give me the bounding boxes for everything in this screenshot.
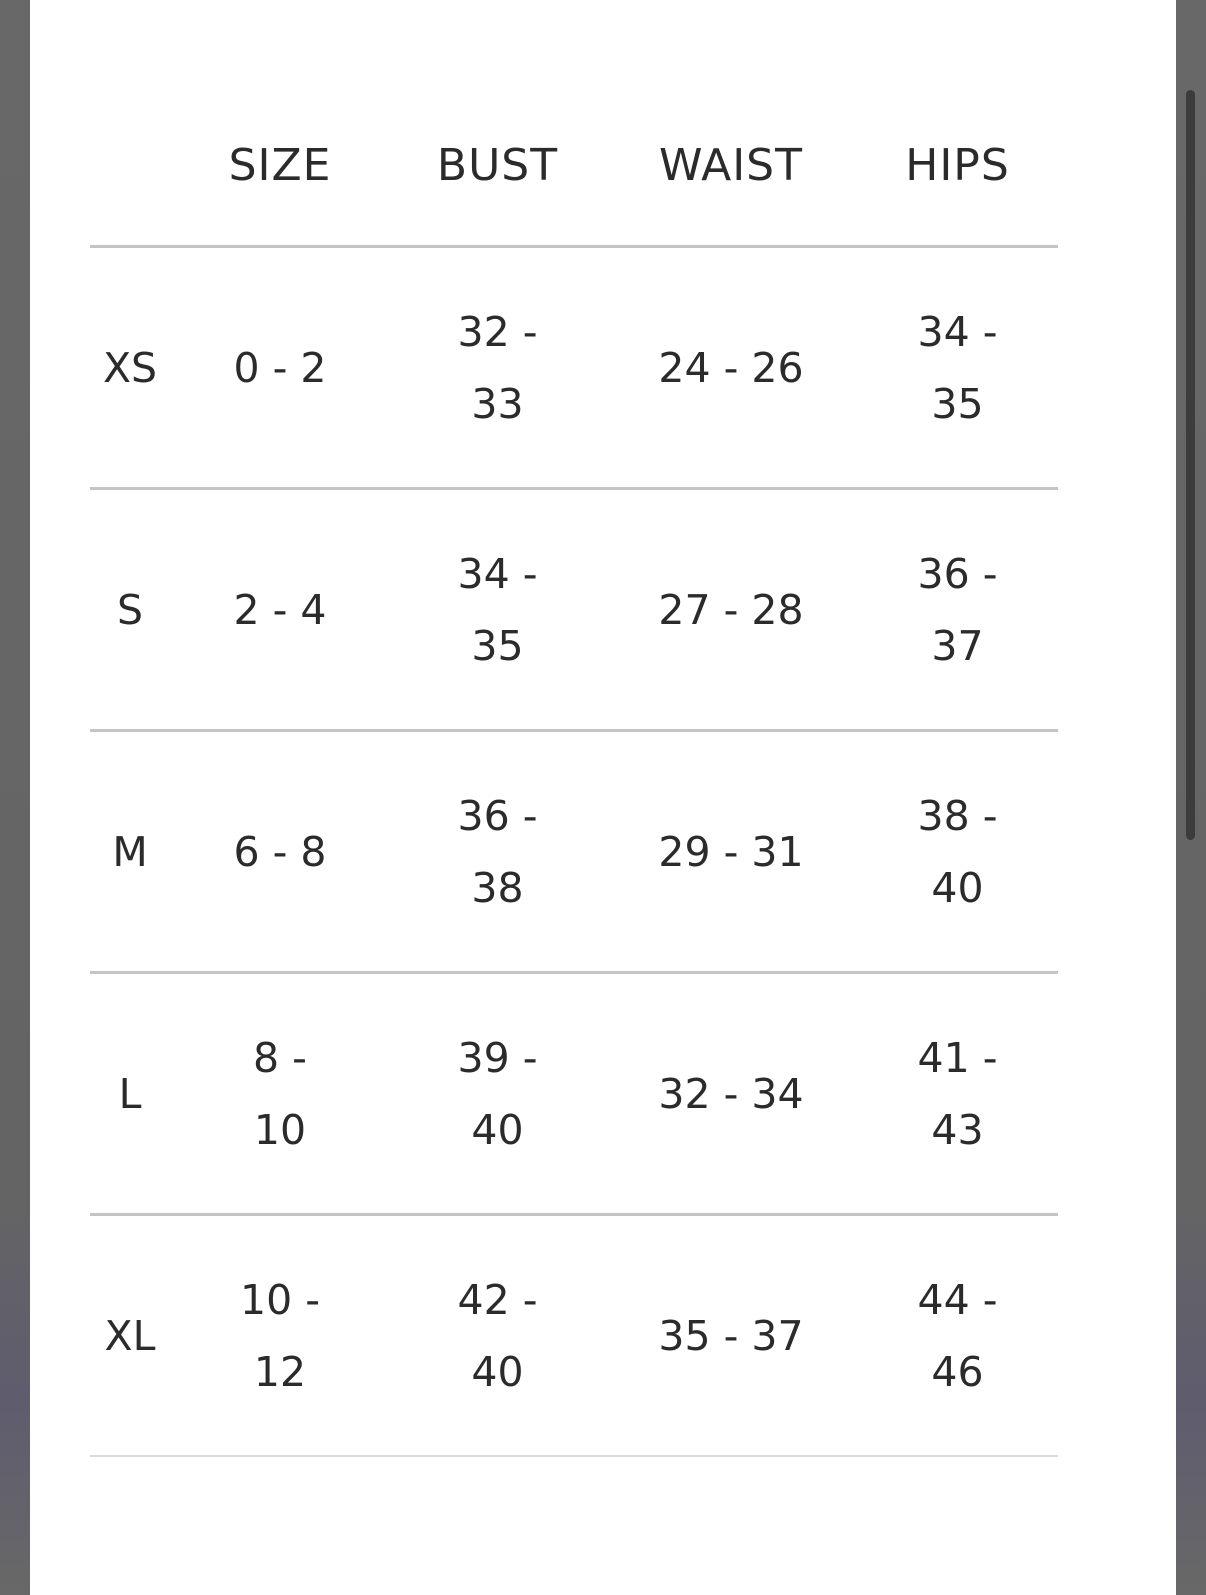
- header-bust: BUST: [390, 85, 605, 247]
- hips-value-line: 44 -: [917, 1275, 998, 1324]
- size-label-cell: XL: [90, 1215, 170, 1457]
- hips-cell: [857, 731, 1058, 973]
- hips-value-line: 43: [931, 1105, 984, 1154]
- size-label-cell: XS: [90, 247, 170, 489]
- hips-cell: [857, 489, 1058, 731]
- waist-cell: [605, 731, 857, 973]
- hips-value-line: 35: [931, 379, 984, 428]
- size-value-line: 2 - 4: [233, 585, 327, 634]
- hips-cell: [857, 1215, 1058, 1457]
- waist-cell: [605, 973, 857, 1215]
- hips-value-line: 46: [931, 1347, 984, 1396]
- hips-value-line: 40: [931, 863, 984, 912]
- size-label-cell: M: [90, 731, 170, 973]
- bust-value-line: 32 -: [457, 307, 538, 356]
- header-waist: WAIST: [605, 85, 857, 247]
- hips-value-line: 34 -: [917, 307, 998, 356]
- header-size: SIZE: [170, 85, 390, 247]
- header-hips: HIPS: [857, 85, 1058, 247]
- size-cell: [170, 247, 390, 489]
- size-label-cell: L: [90, 973, 170, 1215]
- bust-value-line: 35: [471, 621, 524, 670]
- table-body: [90, 247, 1058, 1457]
- bust-cell: [390, 247, 605, 489]
- bust-cell: [390, 489, 605, 731]
- header-label: [90, 85, 170, 247]
- header-row: [90, 85, 1058, 247]
- waist-value-line: 35 - 37: [658, 1311, 804, 1360]
- waist-value-line: 29 - 31: [658, 827, 804, 876]
- scrollbar-thumb[interactable]: [1186, 90, 1195, 840]
- hips-value-line: 36 -: [917, 549, 998, 598]
- bust-value-line: 34 -: [457, 549, 538, 598]
- size-cell: [170, 489, 390, 731]
- waist-cell: [605, 489, 857, 731]
- bust-cell: [390, 973, 605, 1215]
- bust-cell: [390, 731, 605, 973]
- size-cell: [170, 1215, 390, 1457]
- size-cell: [170, 973, 390, 1215]
- scrollbar[interactable]: [1186, 90, 1195, 840]
- hips-value-line: 37: [931, 621, 984, 670]
- table-row: [90, 973, 1058, 1215]
- size-value-line: 10 -: [240, 1275, 320, 1324]
- waist-value-line: 27 - 28: [658, 585, 804, 634]
- size-value-line: 0 - 2: [233, 343, 327, 392]
- waist-value-line: 24 - 26: [658, 343, 804, 392]
- table-row: [90, 247, 1058, 489]
- size-value-line: 12: [253, 1347, 307, 1396]
- hips-value-line: 41 -: [917, 1033, 998, 1082]
- table-row: [90, 731, 1058, 973]
- table-row: [90, 1215, 1058, 1457]
- bust-cell: [390, 1215, 605, 1457]
- bust-value-line: 42 -: [457, 1275, 538, 1324]
- bust-value-line: 36 -: [457, 791, 538, 840]
- waist-cell: [605, 247, 857, 489]
- hips-cell: [857, 973, 1058, 1215]
- hips-cell: [857, 247, 1058, 489]
- size-value-line: 8 -: [253, 1033, 307, 1082]
- bust-value-line: 38: [471, 863, 524, 912]
- size-label-cell: S: [90, 489, 170, 731]
- size-value-line: 6 - 8: [233, 827, 327, 876]
- size-cell: [170, 731, 390, 973]
- bust-value-line: 39 -: [457, 1033, 538, 1082]
- size-chart-table: [90, 85, 1058, 1457]
- hips-value-line: 38 -: [917, 791, 998, 840]
- bust-value-line: 33: [471, 379, 524, 428]
- size-value-line: 10: [253, 1105, 307, 1154]
- bust-value-line: 40: [471, 1105, 524, 1154]
- bust-value-line: 40: [471, 1347, 524, 1396]
- table-row: [90, 489, 1058, 731]
- waist-value-line: 32 - 34: [658, 1069, 804, 1118]
- waist-cell: [605, 1215, 857, 1457]
